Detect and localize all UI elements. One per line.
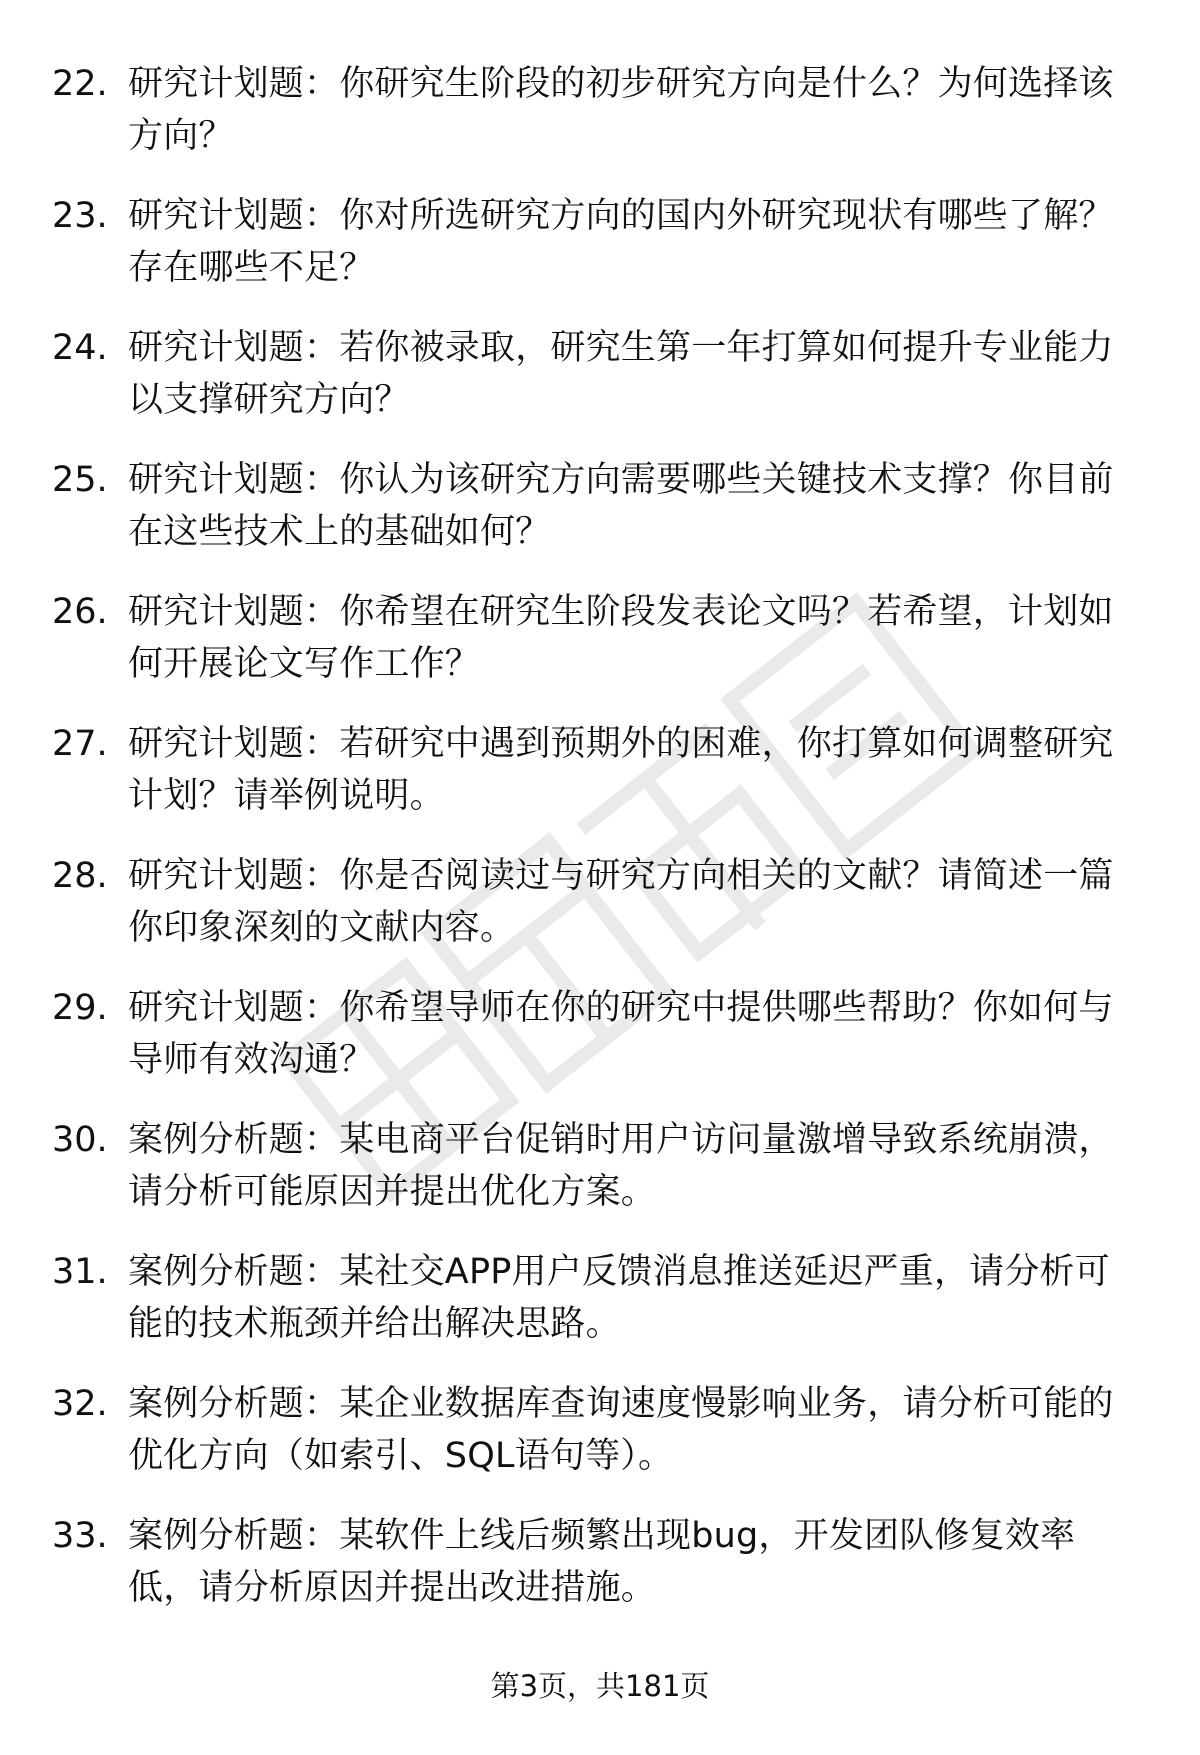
question-item <box>52 982 1142 1086</box>
question-item <box>52 454 1142 558</box>
question-text: 案例分析题：某电商平台促销时用户访问量激增导致系统崩溃，请分析可能原因并提出优化方案。 <box>128 1120 1114 1212</box>
question-number: 27. <box>52 724 108 764</box>
question-number: 30. <box>52 1120 108 1160</box>
question-text: 研究计划题：若研究中遇到预期外的困难，你打算如何调整研究计划？请举例说明。 <box>128 724 1114 816</box>
question-text: 研究计划题：你是否阅读过与研究方向相关的文献？请简述一篇你印象深刻的文献内容。 <box>128 856 1114 948</box>
question-number: 33. <box>52 1516 108 1556</box>
question-number: 22. <box>52 64 108 104</box>
question-number: 25. <box>52 460 108 500</box>
question-text: 案例分析题：某社交APP用户反馈消息推送延迟严重，请分析可能的技术瓶颈并给出解决思路。 <box>128 1252 1110 1344</box>
question-item <box>52 190 1142 294</box>
question-list <box>52 58 1142 1642</box>
question-text: 案例分析题：某企业数据库查询速度慢影响业务，请分析可能的优化方向（如索引、SQL语句等）。 <box>128 1384 1114 1476</box>
question-text: 研究计划题：你研究生阶段的初步研究方向是什么？为何选择该方向？ <box>128 64 1114 156</box>
question-text: 案例分析题：某软件上线后频繁出现bug，开发团队修复效率低，请分析原因并提出改进措施。 <box>128 1516 1076 1608</box>
question-item <box>52 586 1142 690</box>
question-text: 研究计划题：你希望在研究生阶段发表论文吗？若希望，计划如何开展论文写作工作？ <box>128 592 1114 684</box>
question-item <box>52 1378 1142 1482</box>
question-number: 24. <box>52 328 108 368</box>
question-item <box>52 1246 1142 1350</box>
question-item <box>52 718 1142 822</box>
question-number: 26. <box>52 592 108 632</box>
question-text: 研究计划题：若你被录取，研究生第一年打算如何提升专业能力以支撑研究方向？ <box>128 328 1114 420</box>
question-item <box>52 1510 1142 1614</box>
page-number-footer: 第3页，共181页 <box>490 1669 710 1703</box>
question-text: 研究计划题：你对所选研究方向的国内外研究现状有哪些了解？存在哪些不足？ <box>128 196 1114 288</box>
question-number: 29. <box>52 988 108 1028</box>
question-text: 研究计划题：你认为该研究方向需要哪些关键技术支撑？你目前在这些技术上的基础如何？ <box>128 460 1114 552</box>
question-number: 23. <box>52 196 108 236</box>
question-number: 32. <box>52 1384 108 1424</box>
question-text: 研究计划题：你希望导师在你的研究中提供哪些帮助？你如何与导师有效沟通？ <box>128 988 1114 1080</box>
question-item <box>52 850 1142 954</box>
question-number: 31. <box>52 1252 108 1292</box>
question-number: 28. <box>52 856 108 896</box>
question-item <box>52 322 1142 426</box>
question-item <box>52 1114 1142 1218</box>
question-item <box>52 58 1142 162</box>
